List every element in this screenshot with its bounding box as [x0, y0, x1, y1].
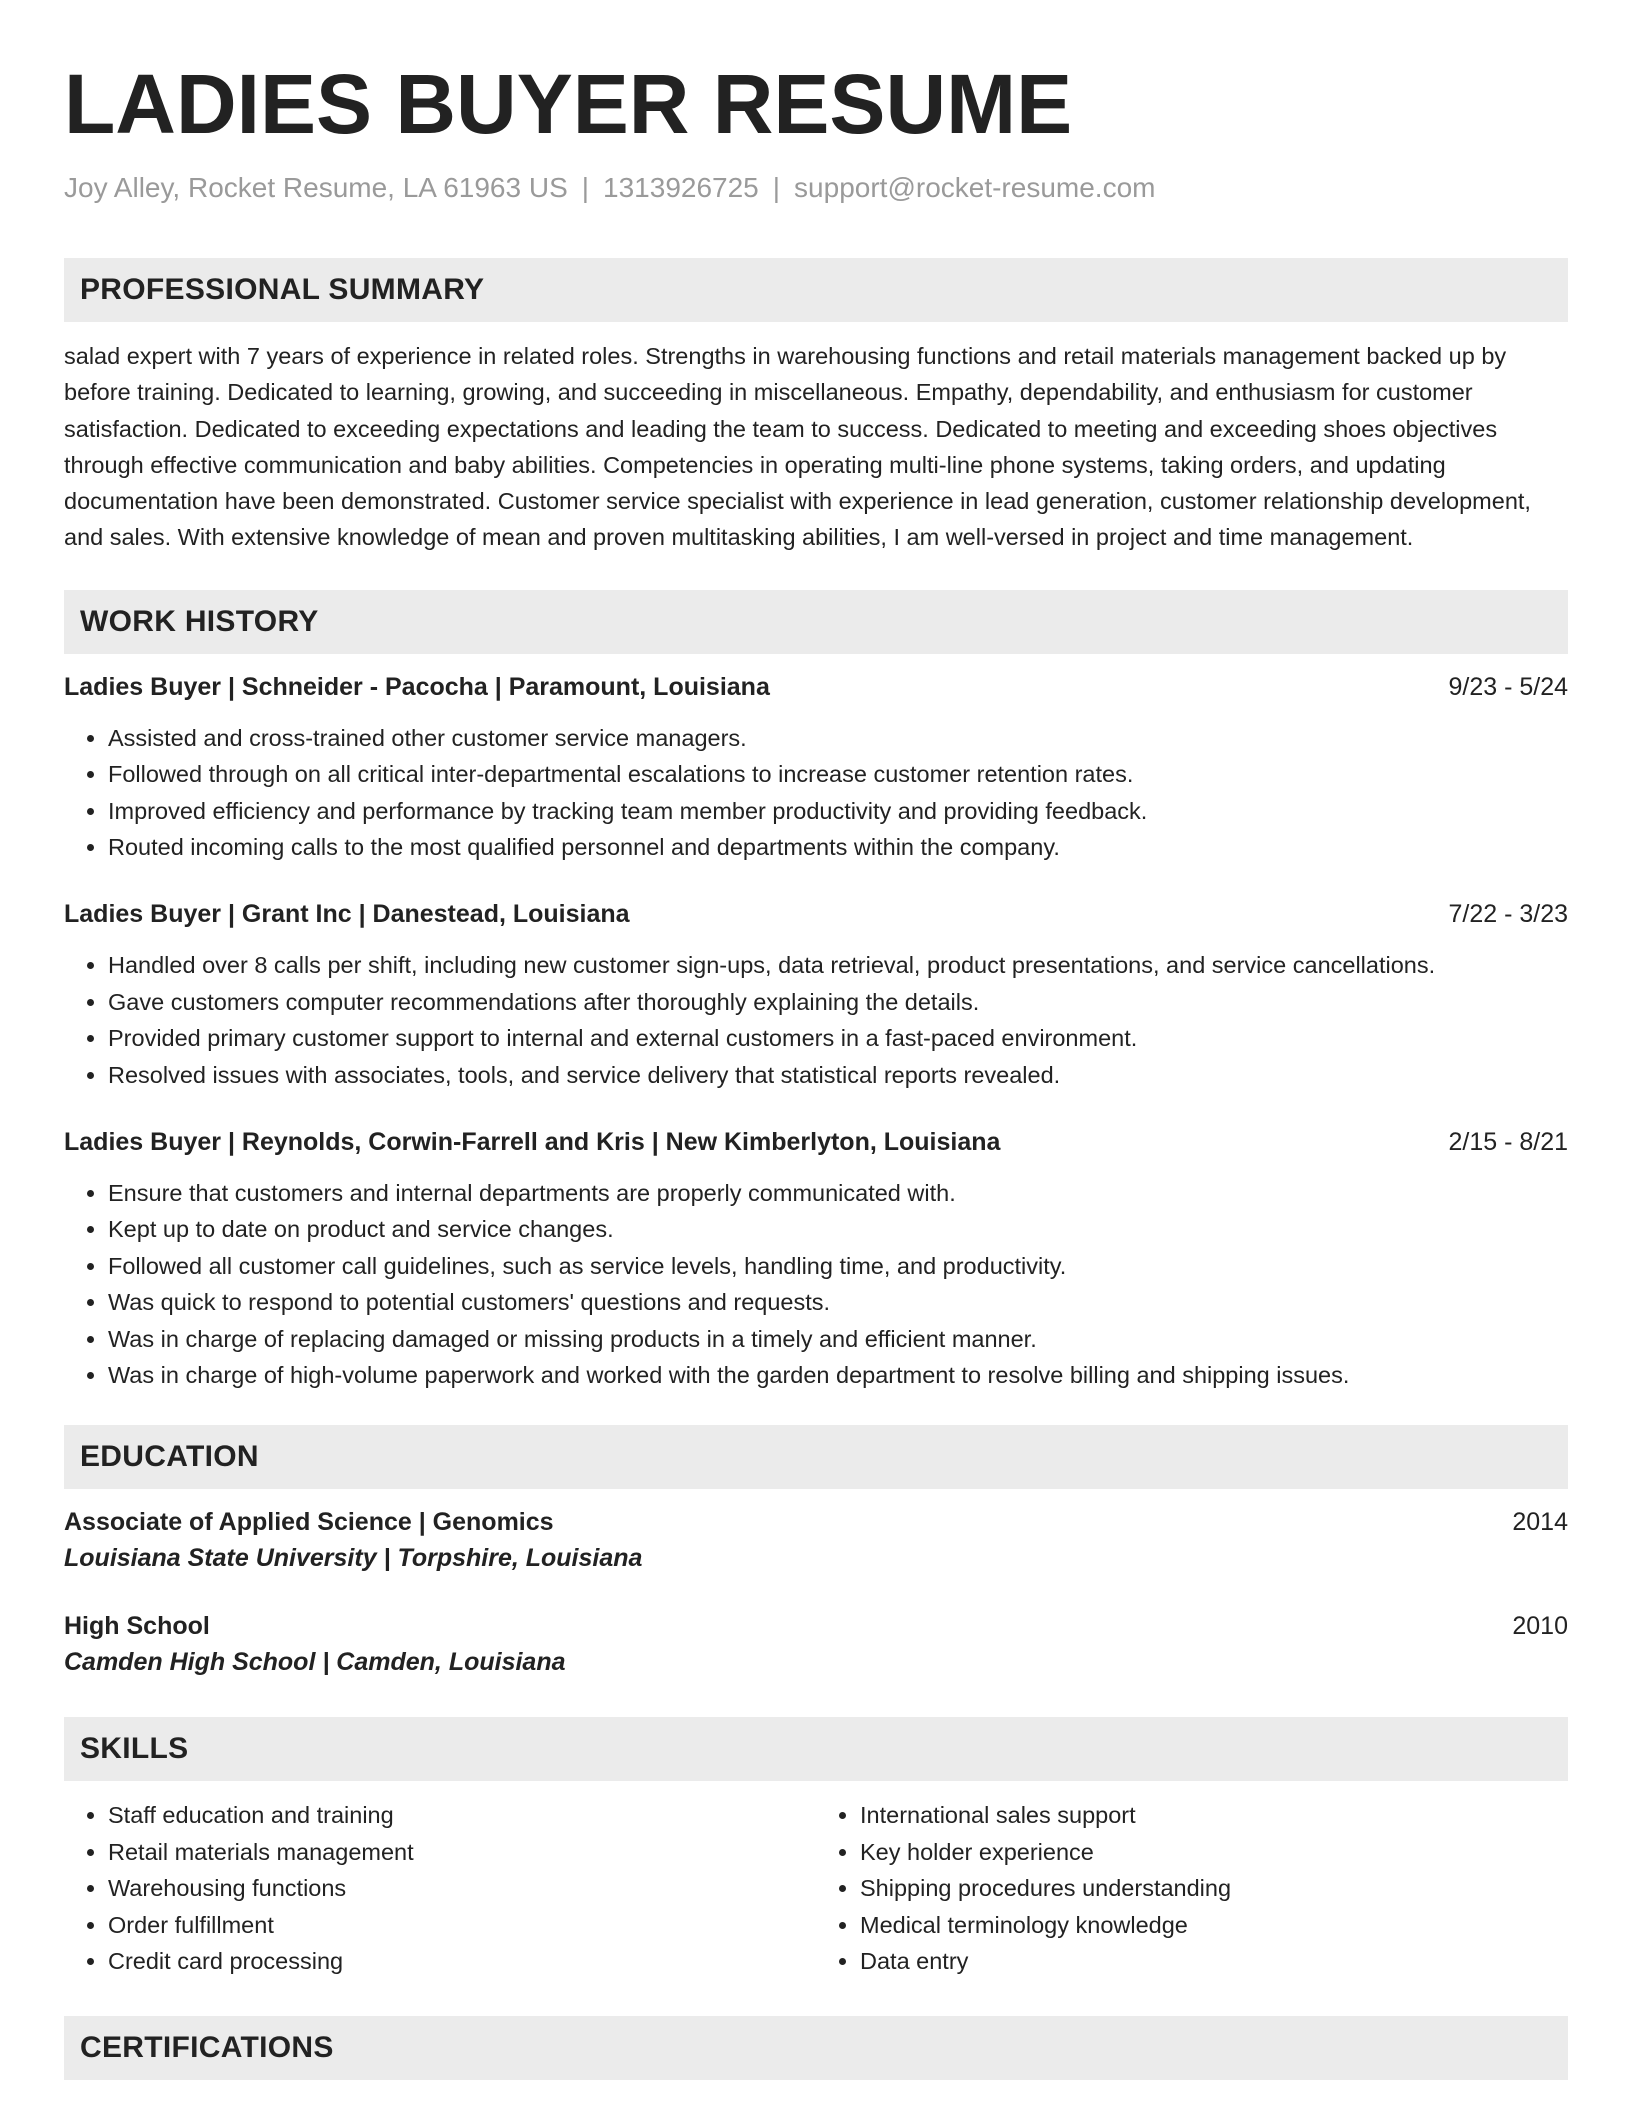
job-bullet: • Gave customers computer recommendations after thoroughly explaining the details.	[108, 984, 1568, 1020]
summary-text: salad expert with 7 years of experience in related roles. Strengths in warehousing functions and retail materials management backed up by before training. Dedicated to learning, growing, and succeeding in miscellaneous. Empathy, dependability, and enthusiasm for customer satisfaction. Dedicated to exceeding expectations and leading the team to success. Dedicated to meeting and exceeding shoes objectives through effective communication and baby abilities. Competencies in operating multi-line phone systems, taking orders, and updating documentation have been demonstrated. Customer service specialist with experience in lead generation, customer relationship development, and sales. With extensive knowledge of mean and proven multitasking abilities, I am well-versed in project and time management.	[64, 343, 1531, 551]
education-degree: Associate of Applied Science | Genomics	[64, 1508, 554, 1537]
contact-separator: |	[581, 172, 590, 203]
job-bullet: • Followed all customer call guidelines, such as service levels, handling time, and productivity.	[108, 1248, 1568, 1284]
education-school: Camden High School | Camden, Louisiana	[64, 1648, 566, 1677]
job-bullet: • Was in charge of high-volume paperwork and worked with the garden department to resolve billing and shipping issues.	[108, 1357, 1568, 1393]
job-dates: 2/15 - 8/21	[1448, 1128, 1568, 1157]
skill-item: • Shipping procedures understanding	[860, 1870, 1568, 1906]
skill-item: • Medical terminology knowledge	[860, 1907, 1568, 1943]
job-bullet: • Routed incoming calls to the most qualified personnel and departments within the company.	[108, 829, 1568, 865]
resume-title: LADIES BUYER RESUME	[64, 57, 1073, 151]
skill-item: • Warehousing functions	[108, 1870, 816, 1906]
contact-address: Joy Alley, Rocket Resume, LA 61963 US	[64, 172, 568, 203]
job-entry	[64, 670, 1568, 866]
education-year: 2010	[1512, 1612, 1568, 1641]
job-bullet: • Was in charge of replacing damaged or missing products in a timely and efficient manner.	[108, 1321, 1568, 1357]
skill-item: • Key holder experience	[860, 1834, 1568, 1870]
job-bullets	[64, 1175, 1568, 1393]
skill-item: • Retail materials management	[108, 1834, 816, 1870]
education-entry	[64, 1505, 1568, 1577]
education-entry	[64, 1609, 1568, 1681]
job-dates: 7/22 - 3/23	[1448, 900, 1568, 929]
job-bullet: • Assisted and cross-trained other customer service managers.	[108, 720, 1568, 756]
summary-heading: PROFESSIONAL SUMMARY	[64, 258, 1568, 322]
job-title: Ladies Buyer | Grant Inc | Danestead, Louisiana	[64, 900, 630, 929]
job-bullets	[64, 720, 1568, 866]
job-title: Ladies Buyer | Schneider - Pacocha | Paramount, Louisiana	[64, 672, 770, 701]
job-dates: 9/23 - 5/24	[1448, 672, 1568, 701]
education-degree: High School	[64, 1612, 210, 1641]
education-year: 2014	[1512, 1508, 1568, 1537]
skill-item: • Staff education and training	[108, 1797, 816, 1833]
job-entry	[64, 897, 1568, 1093]
job-entry	[64, 1125, 1568, 1393]
job-bullet: • Was quick to respond to potential customers' questions and requests.	[108, 1284, 1568, 1320]
contact-email: support@rocket-resume.com	[794, 172, 1156, 203]
job-bullet: • Followed through on all critical inter-departmental escalations to increase customer retention rates.	[108, 756, 1568, 792]
job-bullet: • Improved efficiency and performance by tracking team member productivity and providing feedback.	[108, 793, 1568, 829]
education-heading: EDUCATION	[64, 1425, 1568, 1489]
contact-phone: 1313926725	[603, 172, 759, 203]
skills-heading: SKILLS	[64, 1717, 1568, 1781]
job-bullets	[64, 947, 1568, 1093]
skills-column-left	[64, 1797, 816, 1979]
skills-list	[64, 1797, 1568, 1979]
skill-item: • International sales support	[860, 1797, 1568, 1833]
job-bullet: • Kept up to date on product and service changes.	[108, 1211, 1568, 1247]
skills-column-right	[816, 1797, 1568, 1979]
certifications-heading: CERTIFICATIONS	[64, 2016, 1568, 2080]
skill-item: • Order fulfillment	[108, 1907, 816, 1943]
contact-separator: |	[772, 172, 781, 203]
job-bullet: • Provided primary customer support to internal and external customers in a fast-paced environment.	[108, 1020, 1568, 1056]
job-bullet: • Resolved issues with associates, tools, and service delivery that statistical reports revealed.	[108, 1057, 1568, 1093]
skill-item: • Data entry	[860, 1943, 1568, 1979]
job-bullet: • Ensure that customers and internal departments are properly communicated with.	[108, 1175, 1568, 1211]
skill-item: • Credit card processing	[108, 1943, 816, 1979]
job-bullet: • Handled over 8 calls per shift, including new customer sign-ups, data retrieval, product presentations, and service cancellations.	[108, 947, 1568, 983]
education-school: Louisiana State University | Torpshire, Louisiana	[64, 1544, 643, 1573]
work-history-heading: WORK HISTORY	[64, 590, 1568, 654]
contact-line	[64, 170, 1568, 206]
job-title: Ladies Buyer | Reynolds, Corwin-Farrell and Kris | New Kimberlyton, Louisiana	[64, 1128, 1001, 1157]
